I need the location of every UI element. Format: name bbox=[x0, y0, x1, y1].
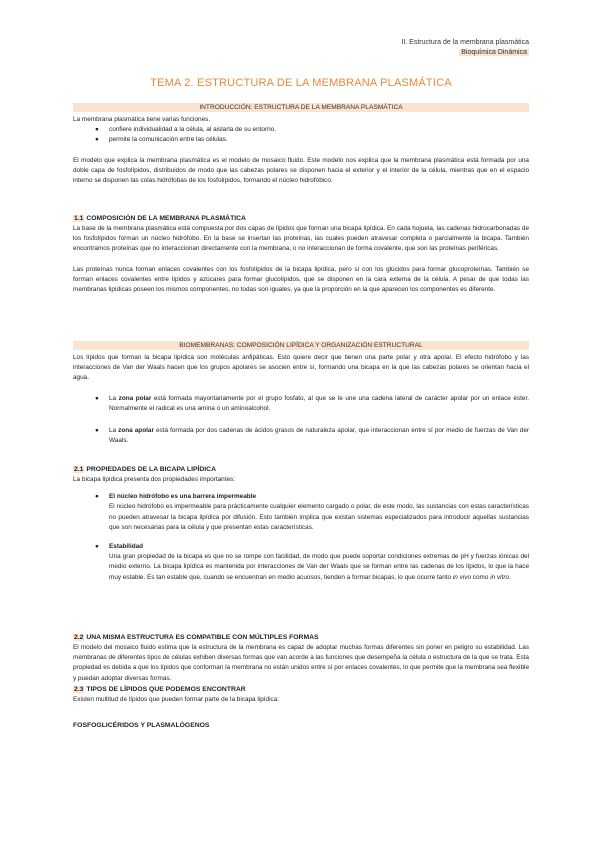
section-2-2 bbox=[73, 633, 529, 684]
section-2-3 bbox=[73, 685, 529, 731]
section-paragraph: El modelo del mosaico fluido estima que la estructura de la membrana es capaz de adoptar muchas formas diferentes sin poner en peligro su estabilidad. Las membranas de diferentes tipos de células exhiben diversas formas que van acorde a las funciones que desempeña la célula o estructura de la que se trata. Esta propiedad es debida a que los lípidos que conforman la membrana no están unidos entre sí por enlaces covalentes, lo que permite que la membrana sea flexible y puedan adoptar diversas formas. bbox=[73, 644, 529, 682]
list-item: ● La zona polar está formada mayoritariamente por el grupo fosfato, al que se le une una cadena lateral de carácter apolar por un enlace éster. Normalmente el radical es una amina o un aminoalcohol. bbox=[95, 394, 529, 412]
list-item: ● La zona apolar está formada por dos cadenas de ácidos grasos de naturaleza apolar, que interaccionan entre sí por medio de fuerzas de Van der Waals. bbox=[95, 427, 530, 445]
section-lead: Existen multitud de lípidos que pueden formar parte de la bicapa lipídica: bbox=[73, 696, 280, 703]
section-lead: La bicapa lipídica presenta dos propiedades importantes: bbox=[73, 476, 236, 483]
header-chapter: II. Estructura de la membrana plasmática bbox=[401, 39, 529, 46]
section-heading: 2.1 PROPIEDADES DE LA BICAPA LIPÍDICA bbox=[74, 466, 216, 473]
biomembranas-section bbox=[73, 341, 529, 446]
section-heading: 2.2 UNA MISMA ESTRUCTURA ES COMPATIBLE CON MÚLTIPLES FORMAS bbox=[74, 634, 319, 641]
section-2-1 bbox=[73, 465, 529, 583]
property-bullets bbox=[73, 492, 529, 583]
intro-lead: La membrana plasmática tiene varias funciones. bbox=[73, 116, 211, 123]
list-item: ● confiere individualidad a la célula, al aislarla de su entorno. bbox=[95, 126, 276, 134]
section-paragraph: Las proteínas nunca forman enlaces covalentes con los fosfolípidos de la bicapa lipídica, pero sí con los glúcidos para formar glucoproteínas. También se forman enlaces covalentes entre lípidos y azúcares para formar glucolípidos, que se disponen en la cara externa de la célula. A pesar de que todas las membranas lipídicas poseen los mismos componentes, no todas son iguales, ya que la proporción en la que aparecen los componentes es diferente. bbox=[73, 265, 529, 294]
intro-banner: INTRODUCCIÓN: ESTRUCTURA DE LA MEMBRANA PLASMÁTICA bbox=[73, 103, 529, 112]
section-heading: 1.1 COMPOSICIÓN DE LA MEMBRANA PLASMÁTICA bbox=[74, 215, 246, 222]
biomembranas-banner: BIOMEMBRANAS: COMPOSICIÓN LIPÍDICA Y ORGANIZACIÓN ESTRUCTURAL bbox=[73, 341, 529, 350]
section-1-1 bbox=[73, 214, 529, 295]
list-item: ● El núcleo hidrófobo es una barrera impermeable El núcleo hidrófobo es impermeable para prácticamente cualquier elemento cargado o polar, de este modo, las sustancias con estas características no pueden atravesar la bicapa lipídica por difusión. Esto también implica que existan sistemas especializados para introducir aquellas sustancias que son necesarias para la célula y que presentan estas características. bbox=[95, 493, 529, 531]
section-heading: 2.3 TIPOS DE LÍPIDOS QUE PODEMOS ENCONTRAR bbox=[74, 686, 246, 693]
intro-section bbox=[73, 103, 529, 186]
page-title: TEMA 2. ESTRUCTURA DE LA MEMBRANA PLASMÁTICA bbox=[150, 77, 452, 89]
list-item: ● Estabilidad Una gran propiedad de la bicapa es que no se rompe con facilidad, de modo que puede soportar condiciones extremas de pH y fuerzas iónicas del medio externo. La bicapa lipídica es mantenida por interacciones de Van der Waals que se forman entre las cadenas de los lípidos, lo que la hace muy estable. Es tan estable que, cuando se encuentran en medio acuosos, tienden a formar bicapas, lo que ocurre tanto in vivo como in vitro. bbox=[95, 543, 529, 581]
section-paragraph: La base de la membrana plasmática está compuesta por dos capas de lípidos que forman una bicapa lipídica. En cada hojuela, las cadenas hidrocarbonadas de los fosfolípidos forman un núcleo hidrófobo. En la base se insertan las proteínas, las cuales pueden atravesar completa o parcialmente la bicapa. También encontramos proteínas que no interaccionan directamente con la membrana, o no interaccionan de forma covalente, que son las proteínas periféricas. bbox=[73, 225, 529, 253]
header-subject: Bioquímica Dinámica bbox=[461, 49, 527, 56]
subheading: FOSFOGLICÉRIDOS Y PLASMALÓGENOS bbox=[73, 722, 210, 730]
list-item: ● permite la comunicación entre las células. bbox=[95, 136, 228, 144]
zone-bullets bbox=[73, 394, 529, 447]
intro-paragraph: El modelo que explica la membrana plasmática es el modelo de mosaico fluido. Este modelo nos explica que la membrana plasmática está formada por una doble capa de fosfolípidos, distribuidos de modo que las cabezas polares se disponen hacia el exterior y el interior de la célula, mientras que en el espacio interno se disponen las colas hidrófobas de los fosfolípidos, formando el núcleo hidrofóbico. bbox=[73, 156, 529, 185]
page-header bbox=[401, 38, 529, 58]
intro-bullets bbox=[73, 125, 529, 145]
section-paragraph: Los lípidos que forman la bicapa lipídica son moléculas anfipáticas. Esto quiere decir que tienen una parte polar y otra apolar. El efecto hidrófobo y las interacciones de Van der Waals hacen que los grupos apolares se asocien entre sí, formando una bicapa en la que las cabezas polares se orientan hacia el agua. bbox=[73, 354, 529, 382]
